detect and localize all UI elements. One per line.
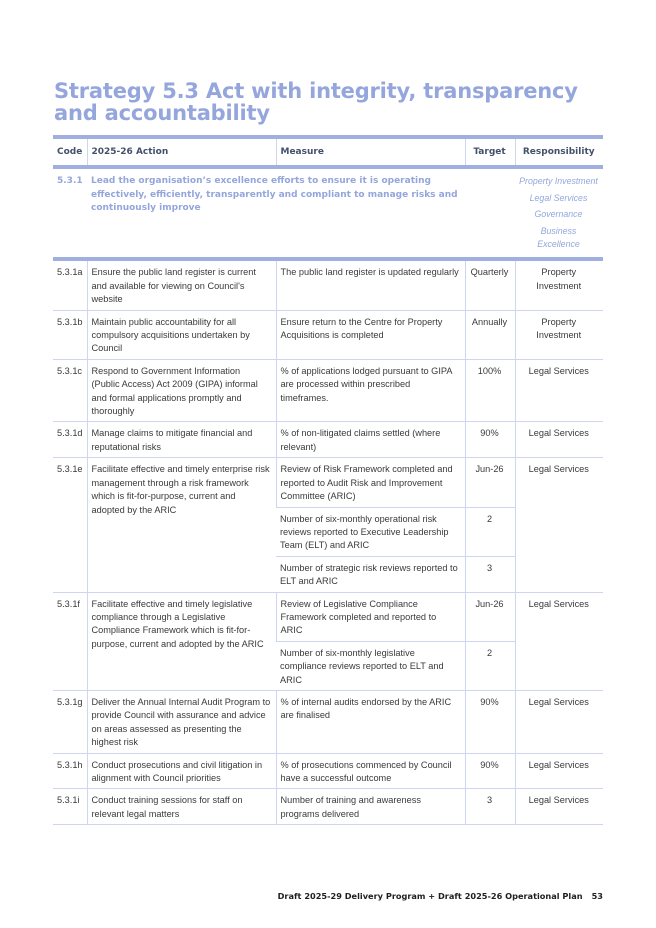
row-responsibility: Legal Services: [515, 789, 603, 825]
row-code: 5.3.1b: [57, 316, 83, 327]
row-code: 5.3.1i: [57, 795, 80, 806]
strategy-responsibility-item: Property Investment: [519, 176, 598, 187]
table-row: [53, 690, 603, 753]
row-action: Conduct training sessions for staff on relevant legal matters: [87, 789, 276, 825]
row-target: 100%: [465, 359, 515, 422]
row-action: Conduct prosecutions and civil litigation in alignment with Council priorities: [87, 753, 276, 789]
row-code: 5.3.1f: [57, 598, 80, 609]
row-target: 3: [465, 556, 515, 592]
header-action: 2025-26 Action: [87, 137, 276, 167]
table-row: [53, 789, 603, 825]
row-measure: % of internal audits endorsed by the ARIC are finalised: [276, 690, 465, 753]
page-number: 53: [591, 891, 603, 901]
row-code: 5.3.1g: [57, 696, 83, 707]
header-code: Code: [57, 147, 83, 157]
strategy-code: 5.3.1: [57, 176, 83, 187]
table-row: [53, 592, 603, 641]
strategy-responsibility-item: Governance: [534, 209, 583, 220]
actions-table: [53, 135, 603, 825]
row-measure: The public land register is updated regularly: [276, 259, 465, 310]
header-responsibility: Responsibility: [515, 137, 603, 167]
row-target: 2: [465, 507, 515, 556]
row-target: Annually: [465, 310, 515, 359]
row-responsibility: Legal Services: [515, 359, 603, 422]
table-row: [53, 422, 603, 458]
row-responsibility: Legal Services: [515, 753, 603, 789]
row-measure: Number of training and awareness programs delivered: [276, 789, 465, 825]
row-action: Respond to Government Information (Public Access) Act 2009 (GIPA) informal and formal applications promptly and thoroughly: [87, 359, 276, 422]
header-measure: Measure: [276, 137, 465, 167]
row-measure: Ensure return to the Centre for Property Acquisitions is completed: [276, 310, 465, 359]
row-target: 90%: [465, 753, 515, 789]
table-row: [53, 753, 603, 789]
table-row: [53, 458, 603, 507]
row-measure: Review of Risk Framework completed and reported to Audit Risk and Improvement Committee (ARIC): [276, 458, 465, 507]
row-measure: Number of six-monthly legislative compliance reviews reported to ELT and ARIC: [276, 641, 465, 690]
row-action: Facilitate effective and timely legislative compliance through a Legislative Compliance Framework which is fit-for-purpose, current and adopted by the ARIC: [87, 592, 276, 690]
page-footer: [278, 891, 603, 901]
row-responsibility: Legal Services: [515, 422, 603, 458]
strategy-responsibility-item: Legal Services: [529, 192, 588, 203]
strategy-row: [53, 167, 603, 259]
row-action: Manage claims to mitigate financial and reputational risks: [87, 422, 276, 458]
row-target: Jun-26: [465, 458, 515, 507]
row-responsibility: Legal Services: [515, 458, 603, 592]
row-target: Quarterly: [465, 259, 515, 310]
row-responsibility: Legal Services: [515, 690, 603, 753]
row-action: Ensure the public land register is current and available for viewing on Council's website: [87, 259, 276, 310]
strategy-responsibility: [515, 167, 603, 259]
strategy-responsibility-item: Business Excellence: [537, 225, 580, 249]
row-responsibility: Property Investment: [515, 310, 603, 359]
row-responsibility: Legal Services: [515, 592, 603, 690]
table-header-row: [53, 137, 603, 167]
row-code: 5.3.1a: [57, 267, 83, 278]
row-code: 5.3.1d: [57, 428, 83, 439]
table-row: [53, 310, 603, 359]
row-measure: % of applications lodged pursuant to GIPA are processed within prescribed timeframes.: [276, 359, 465, 422]
row-action: Maintain public accountability for all compulsory acquisitions undertaken by Council: [87, 310, 276, 359]
row-measure: % of prosecutions commenced by Council have a successful outcome: [276, 753, 465, 789]
row-target: 2: [465, 641, 515, 690]
row-code: 5.3.1c: [57, 365, 83, 376]
row-target: 90%: [465, 422, 515, 458]
table-row: [53, 259, 603, 310]
row-measure: Review of Legislative Compliance Framework completed and reported to ARIC: [276, 592, 465, 641]
strategy-text: Lead the organisation’s excellence efforts to ensure it is operating effectively, efficiently, transparently and compliant to manage risks and continuously improve: [91, 176, 458, 214]
row-target: 3: [465, 789, 515, 825]
row-target: Jun-26: [465, 592, 515, 641]
row-code: 5.3.1h: [57, 759, 83, 770]
row-action: Deliver the Annual Internal Audit Program to provide Council with assurance and advice on areas assessed as presenting the highest risk: [87, 690, 276, 753]
row-measure: % of non-litigated claims settled (where relevant): [276, 422, 465, 458]
row-action: Facilitate effective and timely enterprise risk management through a risk framework which is fit-for-purpose, current and adopted by the ARIC: [87, 458, 276, 592]
table-row: [53, 359, 603, 422]
row-measure: Number of strategic risk reviews reported to ELT and ARIC: [276, 556, 465, 592]
row-responsibility: Property Investment: [515, 259, 603, 310]
footer-title: Draft 2025-29 Delivery Program + Draft 2025-26 Operational Plan: [277, 891, 583, 901]
row-target: 90%: [465, 690, 515, 753]
row-code: 5.3.1e: [57, 464, 83, 475]
row-measure: Number of six-monthly operational risk reviews reported to Executive Leadership Team (ELT) and ARIC: [276, 507, 465, 556]
page-title: Strategy 5.3 Act with integrity, transparency and accountability: [54, 79, 578, 125]
header-target: Target: [465, 137, 515, 167]
